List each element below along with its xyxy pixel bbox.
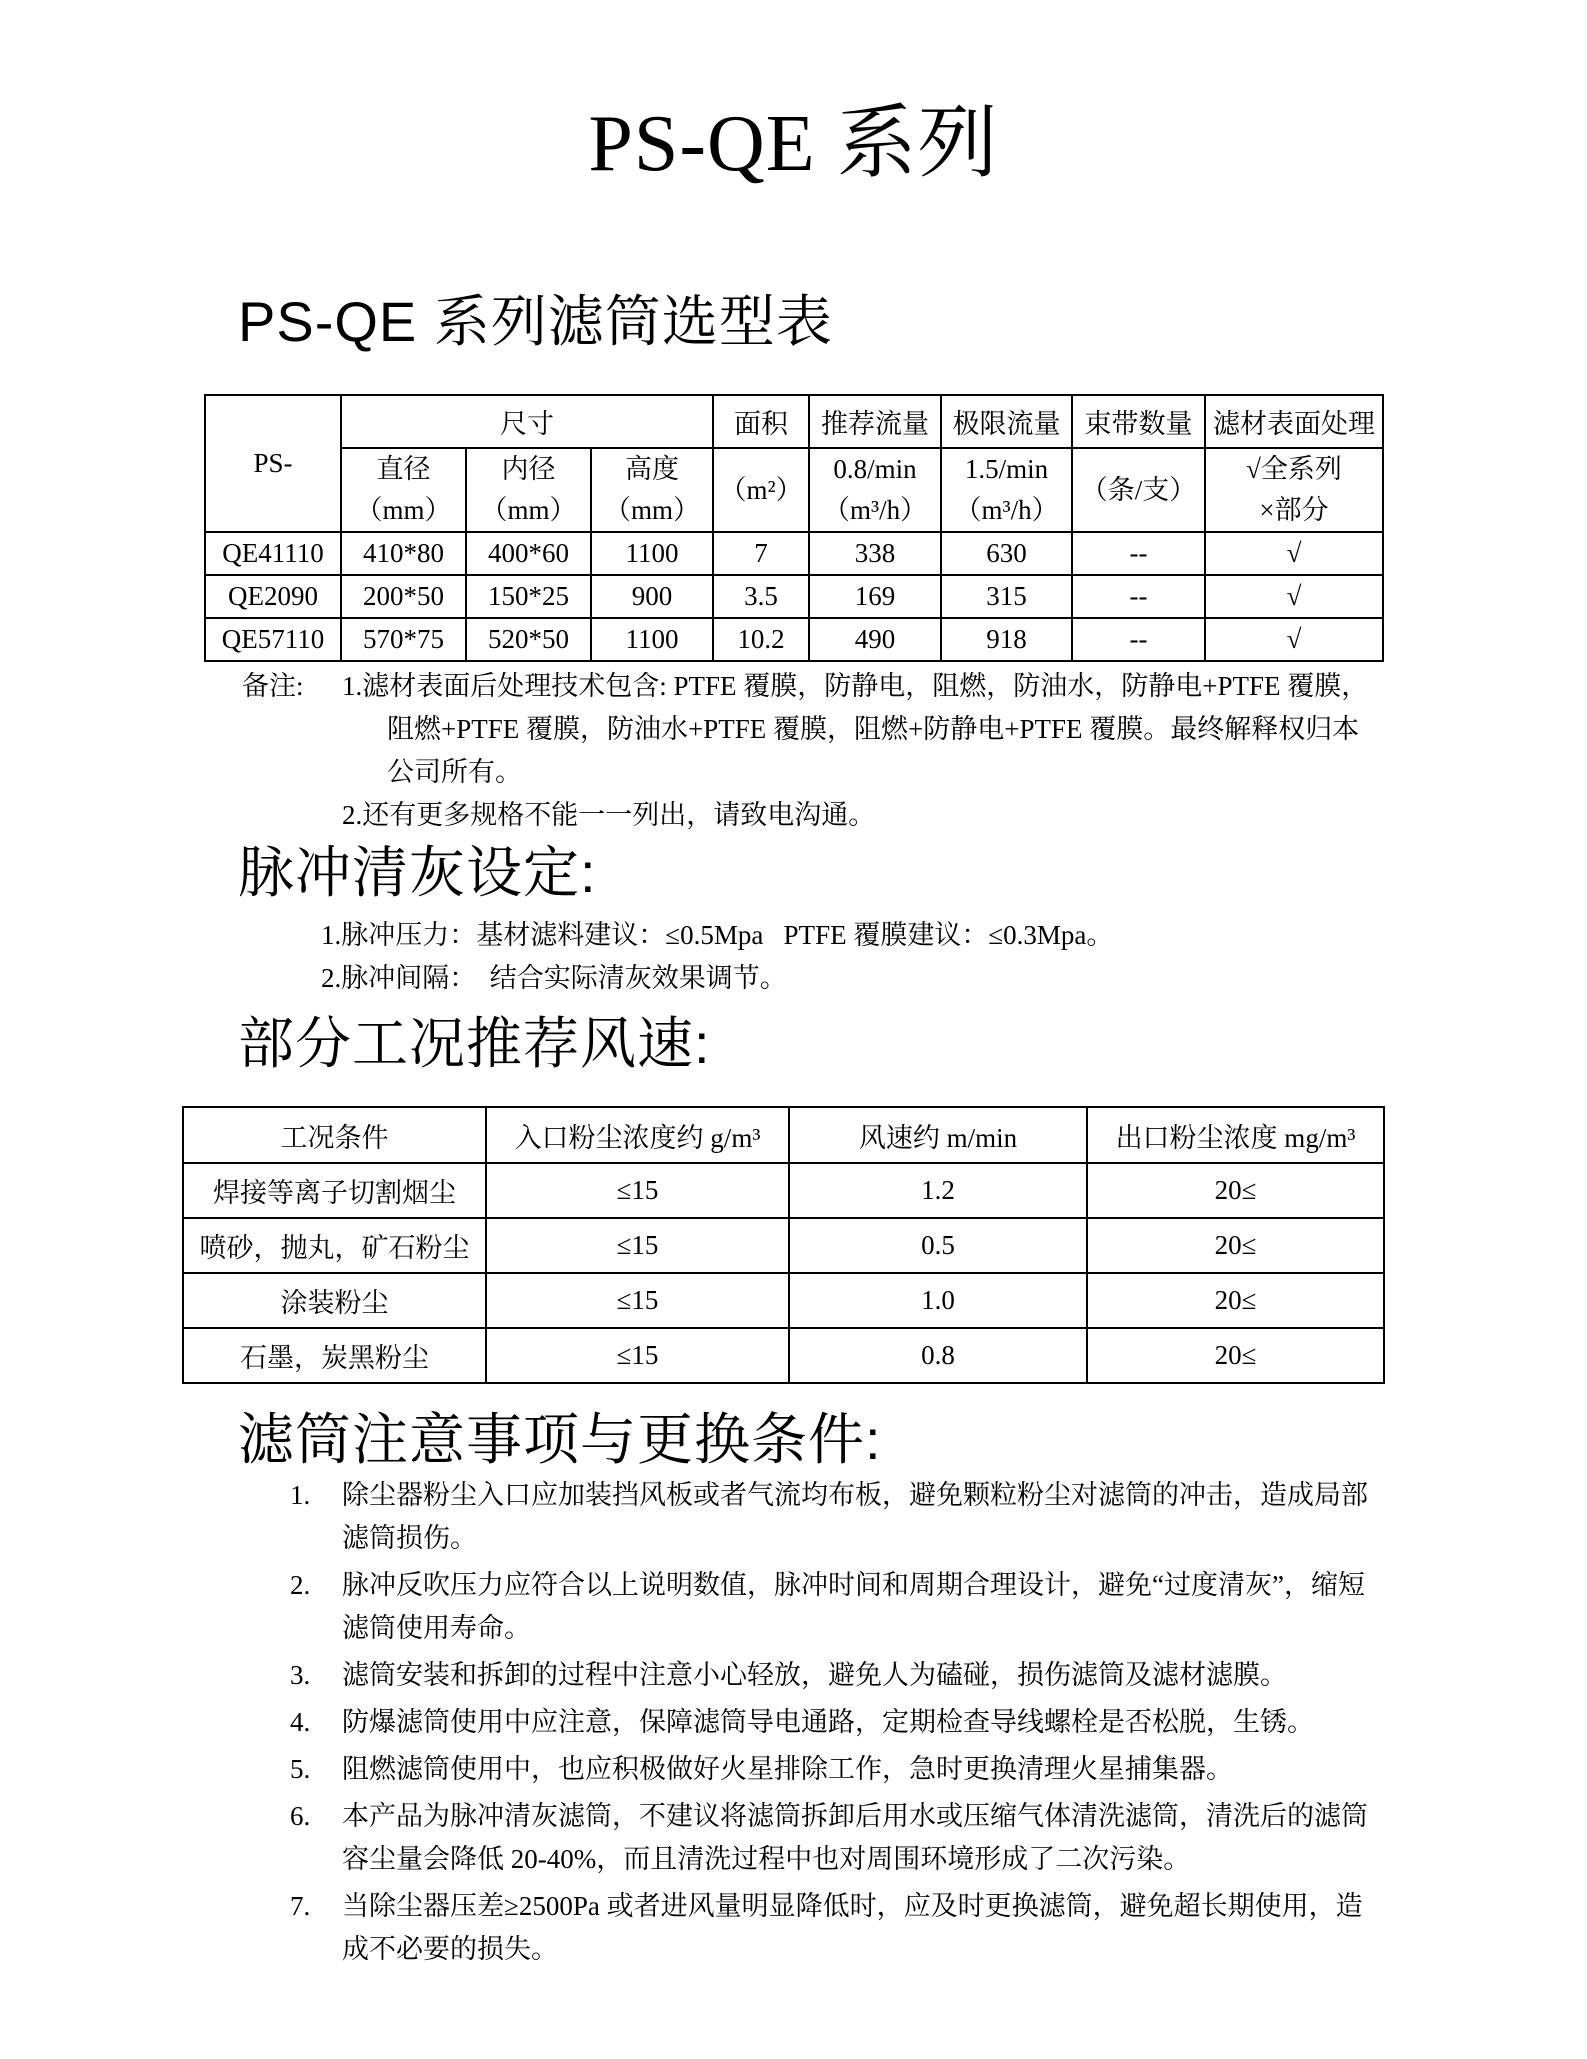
airspeed-table	[182, 1106, 1385, 1384]
col-inner-label: 内径	[501, 454, 556, 484]
col-rec-rate	[809, 448, 941, 532]
table-row	[205, 575, 1383, 618]
cell-outlet: 20≤	[1087, 1163, 1384, 1218]
col-rec-rate-value: 0.8/min	[833, 454, 917, 484]
surface-full-series: √全系列	[1246, 454, 1342, 484]
col-diameter-label: 直径	[376, 454, 431, 484]
list-item-number: 2.	[290, 1570, 311, 1600]
col-outlet-concentration: 出口粉尘浓度 mg/m³	[1087, 1107, 1384, 1163]
table-row	[183, 1163, 1384, 1218]
table-row	[183, 1218, 1384, 1273]
note-item-1: 1.滤材表面后处理技术包含: PTFE 覆膜，防静电，阻燃，防油水，防静电+PTFE 覆膜，阻燃+PTFE 覆膜，防油水+PTFE 覆膜，阻燃+防静电+PTFE 覆膜。最终解释权归本公司所有。	[342, 671, 1369, 787]
col-surface-legend	[1205, 448, 1383, 532]
cell-inlet: ≤15	[486, 1218, 789, 1273]
cell-surface: √	[1205, 618, 1383, 661]
cell-inner: 520*50	[466, 618, 591, 661]
col-condition: 工况条件	[183, 1107, 486, 1163]
cell-inlet: ≤15	[486, 1163, 789, 1218]
cell-speed: 0.5	[789, 1218, 1087, 1273]
selection-table-header-row1	[205, 395, 1383, 448]
pulse-setting-heading: 脉冲清灰设定:	[238, 841, 597, 904]
cell-band-qty: --	[1072, 575, 1205, 618]
note-item-2: 2.还有更多规格不能一一列出，请致电沟通。	[342, 800, 876, 830]
col-max-rate-unit: （m³/h）	[954, 495, 1059, 525]
list-item	[290, 1885, 1587, 1971]
list-item-number: 4.	[290, 1707, 311, 1737]
cell-outlet: 20≤	[1087, 1328, 1384, 1383]
list-item	[290, 1474, 1587, 1560]
cell-diameter: 410*80	[341, 532, 466, 575]
pulse-item-2: 2.脉冲间隔： 结合实际清灰效果调节。	[321, 963, 787, 993]
cell-inner: 400*60	[466, 532, 591, 575]
cell-area: 10.2	[713, 618, 809, 661]
cell-model: QE57110	[205, 618, 341, 661]
doc-title: PS-QE 系列	[588, 100, 999, 188]
cell-height: 900	[591, 575, 713, 618]
cell-rec-flow: 490	[809, 618, 941, 661]
cell-max-flow: 630	[941, 532, 1072, 575]
col-max-rate	[941, 448, 1072, 532]
cell-height: 1100	[591, 532, 713, 575]
cell-speed: 1.2	[789, 1163, 1087, 1218]
list-item-text: 除尘器粉尘入口应加装挡风板或者气流均布板，避免颗粒粉尘对滤筒的冲击，造成局部滤筒损伤。	[342, 1480, 1368, 1553]
cell-band-qty: --	[1072, 532, 1205, 575]
selection-table	[204, 394, 1384, 662]
airspeed-heading: 部分工况推荐风速:	[238, 1012, 711, 1075]
table-row	[205, 532, 1383, 575]
col-height	[591, 448, 713, 532]
col-band-unit: （条/支）	[1072, 448, 1205, 532]
col-height-unit: （mm）	[604, 495, 701, 525]
col-diameter	[341, 448, 466, 532]
col-band-qty: 束带数量	[1072, 395, 1205, 448]
cell-condition: 石墨，炭黑粉尘	[183, 1328, 486, 1383]
cell-area: 7	[713, 532, 809, 575]
notes-block	[242, 665, 1587, 837]
col-inner-unit: （mm）	[480, 495, 577, 525]
list-item-text: 防爆滤筒使用中应注意，保障滤筒导电通路，定期检查导线螺栓是否松脱，生锈。	[342, 1707, 1314, 1737]
notes-label: 备注:	[242, 671, 304, 701]
cell-surface: √	[1205, 532, 1383, 575]
list-item-text: 本产品为脉冲清灰滤筒，不建议将滤筒拆卸后用水或压缩气体清洗滤筒，清洗后的滤筒容尘量会降低 20-40%，而且清洗过程中也对周围环境形成了二次污染。	[342, 1801, 1368, 1874]
cell-band-qty: --	[1072, 618, 1205, 661]
selection-table-header-row2	[205, 448, 1383, 532]
list-item	[290, 1748, 1587, 1791]
col-area: 面积	[713, 395, 809, 448]
cell-condition: 喷砂，抛丸，矿石粉尘	[183, 1218, 486, 1273]
col-max-rate-value: 1.5/min	[964, 454, 1049, 484]
col-air-speed: 风速约 m/min	[789, 1107, 1087, 1163]
cell-outlet: 20≤	[1087, 1273, 1384, 1328]
cell-model: QE41110	[205, 532, 341, 575]
col-inner-diameter	[466, 448, 591, 532]
list-item-number: 6.	[290, 1801, 311, 1831]
caution-list	[290, 1474, 1587, 1971]
cell-speed: 0.8	[789, 1328, 1087, 1383]
cell-condition: 涂装粉尘	[183, 1273, 486, 1328]
col-rec-rate-unit: （m³/h）	[822, 495, 928, 525]
cell-condition: 焊接等离子切割烟尘	[183, 1163, 486, 1218]
note-row	[242, 665, 1587, 794]
list-item-number: 7.	[290, 1891, 311, 1921]
cell-outlet: 20≤	[1087, 1218, 1384, 1273]
cell-surface: √	[1205, 575, 1383, 618]
list-item-number: 3.	[290, 1660, 311, 1690]
airspeed-header-row	[183, 1107, 1384, 1163]
list-item-number: 1.	[290, 1480, 311, 1510]
cell-max-flow: 918	[941, 618, 1072, 661]
cell-diameter: 200*50	[341, 575, 466, 618]
list-item	[290, 1795, 1587, 1881]
col-surface-treatment: 滤材表面处理	[1205, 395, 1383, 448]
cell-rec-flow: 169	[809, 575, 941, 618]
col-recommended-flow: 推荐流量	[809, 395, 941, 448]
table-row	[205, 618, 1383, 661]
col-model: PS-	[205, 395, 341, 532]
col-diameter-unit: （mm）	[355, 495, 452, 525]
cell-speed: 1.0	[789, 1273, 1087, 1328]
col-height-label: 高度	[625, 454, 680, 484]
list-item-text: 阻燃滤筒使用中，也应积极做好火星排除工作，急时更换清理火星捕集器。	[342, 1754, 1233, 1784]
selection-table-heading: PS-QE 系列滤筒选型表	[238, 290, 833, 353]
col-inlet-concentration: 入口粉尘浓度约 g/m³	[486, 1107, 789, 1163]
cell-diameter: 570*75	[341, 618, 466, 661]
surface-partial: ×部分	[1259, 495, 1329, 525]
list-item	[290, 1701, 1587, 1744]
pulse-item-1: 1.脉冲压力：基材滤料建议：≤0.5Mpa PTFE 覆膜建议：≤0.3Mpa。	[321, 920, 1114, 950]
list-item-text: 当除尘器压差≥2500Pa 或者进风量明显降低时，应及时更换滤筒，避免超长期使用，造成不必要的损失。	[342, 1891, 1363, 1964]
cell-max-flow: 315	[941, 575, 1072, 618]
caution-heading: 滤筒注意事项与更换条件:	[238, 1408, 882, 1471]
list-item-text: 滤筒安装和拆卸的过程中注意小心轻放，避免人为磕碰，损伤滤筒及滤材滤膜。	[342, 1660, 1287, 1690]
list-item	[290, 1654, 1587, 1697]
cell-height: 1100	[591, 618, 713, 661]
col-limit-flow: 极限流量	[941, 395, 1072, 448]
list-item	[290, 1564, 1587, 1650]
list-item-text: 脉冲反吹压力应符合以上说明数值，脉冲时间和周期合理设计，避免“过度清灰”，缩短滤筒使用寿命。	[342, 1570, 1365, 1643]
col-area-unit: （m²）	[713, 448, 809, 532]
cell-inlet: ≤15	[486, 1273, 789, 1328]
cell-inner: 150*25	[466, 575, 591, 618]
cell-model: QE2090	[205, 575, 341, 618]
table-row	[183, 1328, 1384, 1383]
table-row	[183, 1273, 1384, 1328]
cell-rec-flow: 338	[809, 532, 941, 575]
cell-inlet: ≤15	[486, 1328, 789, 1383]
cell-area: 3.5	[713, 575, 809, 618]
pulse-settings-list	[321, 914, 1587, 1000]
col-size-group: 尺寸	[341, 395, 713, 448]
list-item-number: 5.	[290, 1754, 311, 1784]
